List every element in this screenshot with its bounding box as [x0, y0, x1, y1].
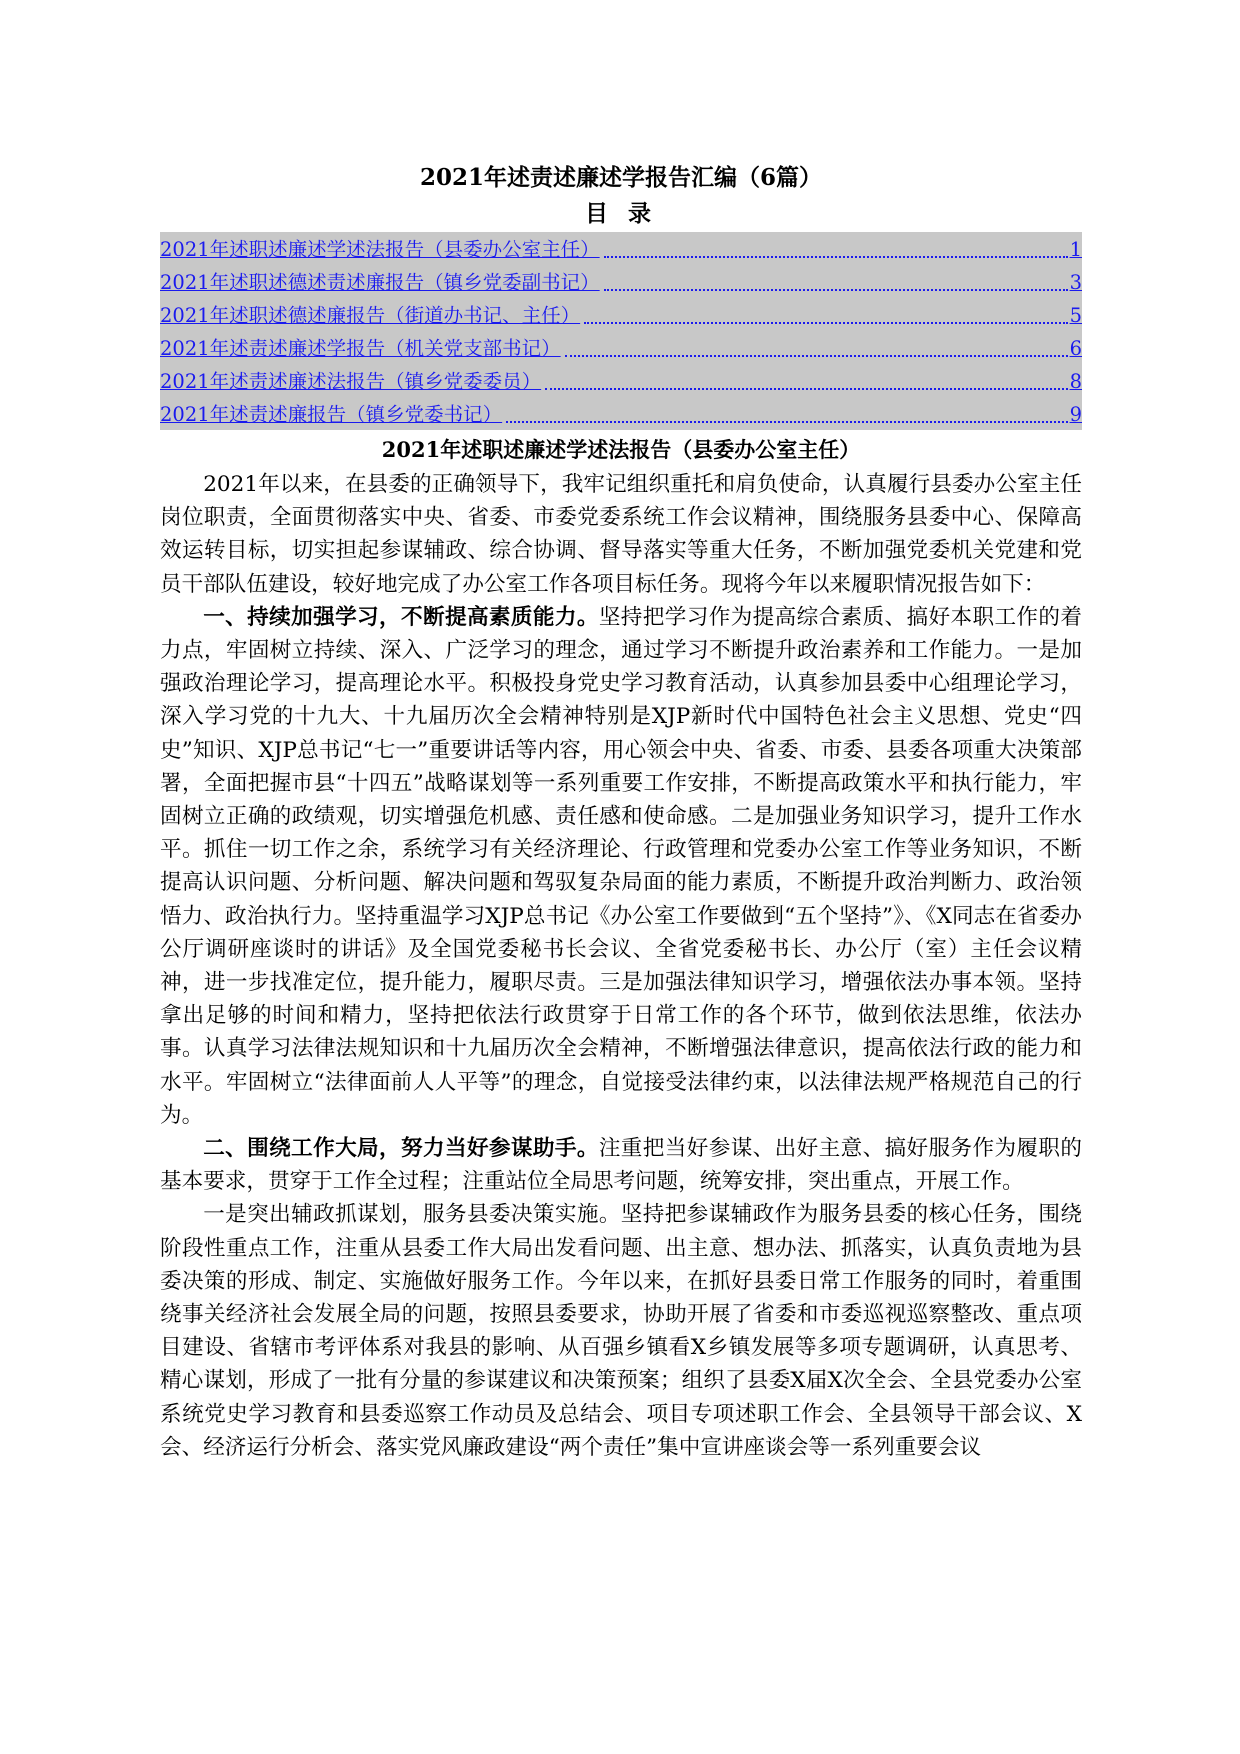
toc-page-number: 9	[1069, 403, 1082, 426]
toc-entry-label: 2021年述职述德述责述廉报告（镇乡党委副书记）	[160, 271, 600, 294]
toc-entry-label: 2021年述责述廉述法报告（镇乡党委委员）	[160, 370, 542, 393]
toc-dot-leader	[584, 321, 1067, 324]
body-paragraph	[160, 1198, 1082, 1464]
toc-entry-label: 2021年述职述德述廉报告（街道办书记、主任）	[160, 304, 581, 327]
toc-dot-leader	[506, 420, 1067, 423]
paragraph-lead: 一、持续加强学习，不断提高素质能力。	[203, 604, 599, 630]
toc-entry-label: 2021年述责述廉报告（镇乡党委书记）	[160, 403, 503, 426]
body-paragraph	[160, 468, 1082, 601]
toc-dot-leader	[604, 255, 1068, 258]
toc-heading: 目 录	[584, 200, 657, 227]
document-title: 2021年述责述廉述学报告汇编（6篇）	[419, 164, 823, 191]
toc-page-number: 6	[1069, 337, 1082, 360]
toc-dot-leader	[565, 354, 1068, 357]
document-page	[160, 160, 1082, 1464]
toc-dot-leader	[545, 387, 1067, 390]
toc-dot-leader	[604, 288, 1068, 291]
paragraph-text: 一是突出辅政抓谋划，服务县委决策实施。坚持把参谋辅政作为服务县委的核心任务，围绕阶段性重点工作，注重从县委工作大局出发看问题、出主意、想办法、抓落实，认真负责地为县委决策的形成、制定、实施做好服务工作。今年以来，在抓好县委日常工作服务的同时，着重围绕事关经济社会发展全局的问题，按照县委要求，协助开展了省委和市委巡视巡察整改、重点项目建设、省辖市考评体系对我县的影响、从百强乡镇看X乡镇发展等多项专题调研，认真思考、精心谋划，形成了一批有分量的参谋建议和决策预案；组织了县委X届X次全会、全县党委办公室系统党史学习教育和县委巡察工作动员及总结会、项目专项述职工作会、全县领导干部会议、X会、经济运行分析会、落实党风廉政建设“两个责任”集中宣讲座谈会等一系列重要会议	[160, 1202, 1082, 1460]
toc-entry[interactable]	[160, 331, 1082, 364]
toc-entry[interactable]	[160, 298, 1082, 331]
toc-entry-label: 2021年述职述廉述学述法报告（县委办公室主任）	[160, 238, 600, 261]
body-paragraph	[160, 601, 1082, 1132]
toc-page-number: 5	[1069, 304, 1082, 327]
toc-entry-label: 2021年述责述廉述学报告（机关党支部书记）	[160, 337, 561, 360]
toc-page-number: 8	[1069, 370, 1082, 393]
section-title: 2021年述职述廉述学述法报告（县委办公室主任）	[381, 437, 861, 462]
toc-entry[interactable]	[160, 364, 1082, 397]
paragraph-text: 2021年以来，在县委的正确领导下，我牢记组织重托和肩负使命，认真履行县委办公室主任岗位职责，全面贯彻落实中央、省委、市委党委系统工作会议精神，围绕服务县委中心、保障高效运转目标，切实担起参谋辅政、综合协调、督导落实等重大任务，不断加强党委机关党建和党员干部队伍建设，较好地完成了办公室工作各项目标任务。现将今年以来履职情况报告如下：	[160, 472, 1082, 597]
toc-entry[interactable]	[160, 265, 1082, 298]
paragraph-text: 坚持把学习作为提高综合素质、搞好本职工作的着力点，牢固树立持续、深入、广泛学习的理念，通过学习不断提升政治素养和工作能力。一是加强政治理论学习，提高理论水平。积极投身党史学习教育活动，认真参加县委中心组理论学习，深入学习党的十九大、十九届历次全会精神特别是XJP新时代中国特色社会主义思想、党史“四史”知识、XJP总书记“七一”重要讲话等内容，用心领会中央、省委、市委、县委各项重大决策部署，全面把握市县“十四五”战略谋划等一系列重要工作安排，不断提高政策水平和执行能力，牢固树立正确的政绩观，切实增强危机感、责任感和使命感。二是加强业务知识学习，提升工作水平。抓住一切工作之余，系统学习有关经济理论、行政管理和党委办公室工作等业务知识，不断提高认识问题、分析问题、解决问题和驾驭复杂局面的能力素质，不断提升政治判断力、政治领悟力、政治执行力。坚持重温学习XJP总书记《办公室工作要做到“五个坚持”》、《X同志在省委办公厅调研座谈时的讲话》及全国党委秘书长会议、全省党委秘书长、办公厅（室）主任会议精神，进一步找准定位，提升能力，履职尽责。三是加强法律知识学习，增强依法办事本领。坚持拿出足够的时间和精力，坚持把依法行政贯穿于日常工作的各个环节，做到依法思维，依法办事。认真学习法律法规知识和十九届历次全会精神，不断增强法律意识，提高依法行政的能力和水平。牢固树立“法律面前人人平等”的理念，自觉接受法律约束，以法律法规严格规范自己的行为。	[160, 604, 1082, 1128]
table-of-contents	[160, 232, 1082, 430]
toc-entry[interactable]	[160, 232, 1082, 265]
paragraph-lead: 二、围绕工作大局，努力当好参谋助手。	[203, 1136, 599, 1162]
toc-entry[interactable]	[160, 397, 1082, 430]
toc-page-number: 3	[1069, 271, 1082, 294]
toc-page-number: 1	[1069, 238, 1082, 261]
body-paragraph	[160, 1132, 1082, 1198]
paragraph-text: 注重把当好参谋、出好主意、搞好服务作为履职的基本要求，贯穿于工作全过程；注重站位全局思考问题，统筹安排，突出重点，开展工作。	[160, 1136, 1082, 1195]
